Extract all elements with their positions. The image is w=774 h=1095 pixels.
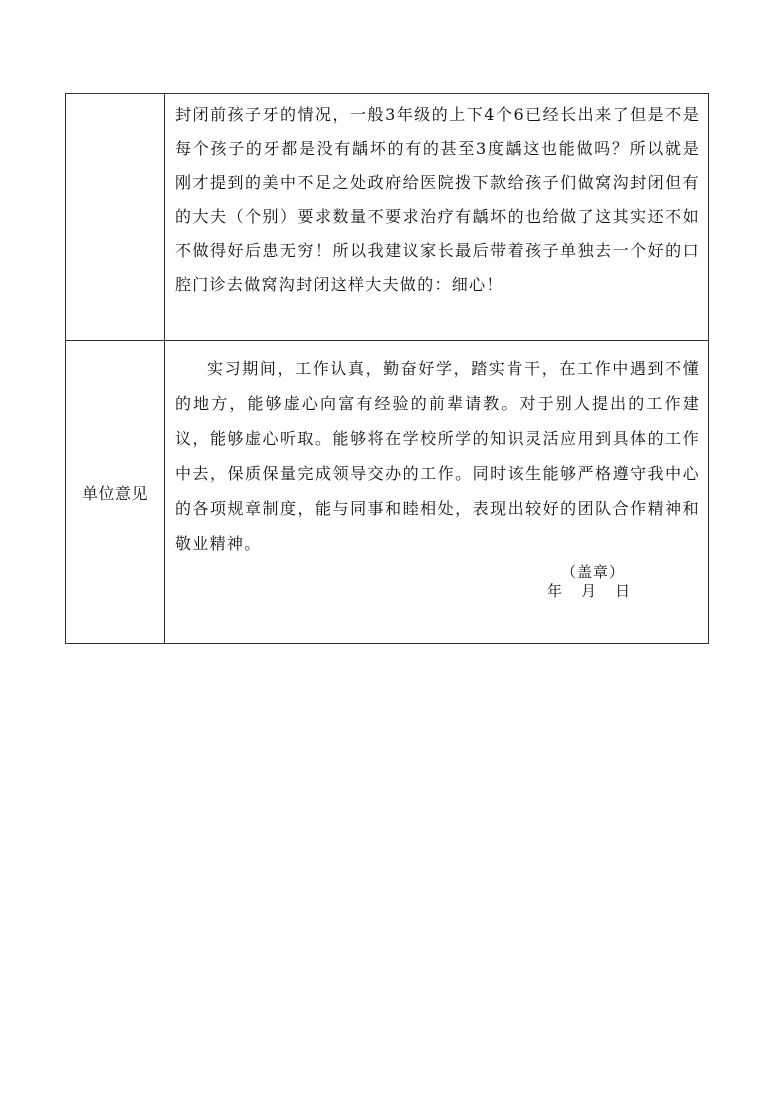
table-row [66, 94, 709, 341]
unit-opinion-label: 单位意见 [66, 341, 165, 644]
row-label-empty [66, 94, 165, 341]
unit-opinion-text: 实习期间，工作认真，勤奋好学，踏实肯干，在工作中遇到不懂的地方，能够虚心向富有经验的前辈请教。对于别人提出的工作建议，能够虚心听取。能够将在学校所学的知识灵活应用到具体的工作中去，保质保量完成领导交办的工作。同时该生能够严格遵守我中心的各项规章制度，能与同事和睦相处，表现出较好的团队合作精神和敬业精神。 [175, 359, 700, 554]
unit-opinion-cell [165, 341, 709, 644]
practice-notes-text: 封闭前孩子牙的情况，一般3年级的上下4个6已经长出来了但是不是每个孩子的牙都是没有龋坏的有的甚至3度龋这也能做吗？所以就是刚才提到的美中不足之处政府给医院拨下款给孩子们做窝沟封闭但有的大夫（个别）要求数量不要求治疗有龋坏的也给做了这其实还不如不做得好后患无穷！所以我建议家长最后带着孩子单独去一个好的口腔门诊去做窝沟封闭这样大夫做的：细心！ [165, 94, 709, 341]
table-row [66, 341, 709, 644]
date-label: 年 月 日 [547, 582, 631, 601]
evaluation-form-table [65, 93, 709, 644]
seal-label: （盖章） [561, 563, 626, 582]
seal-block [175, 561, 700, 601]
